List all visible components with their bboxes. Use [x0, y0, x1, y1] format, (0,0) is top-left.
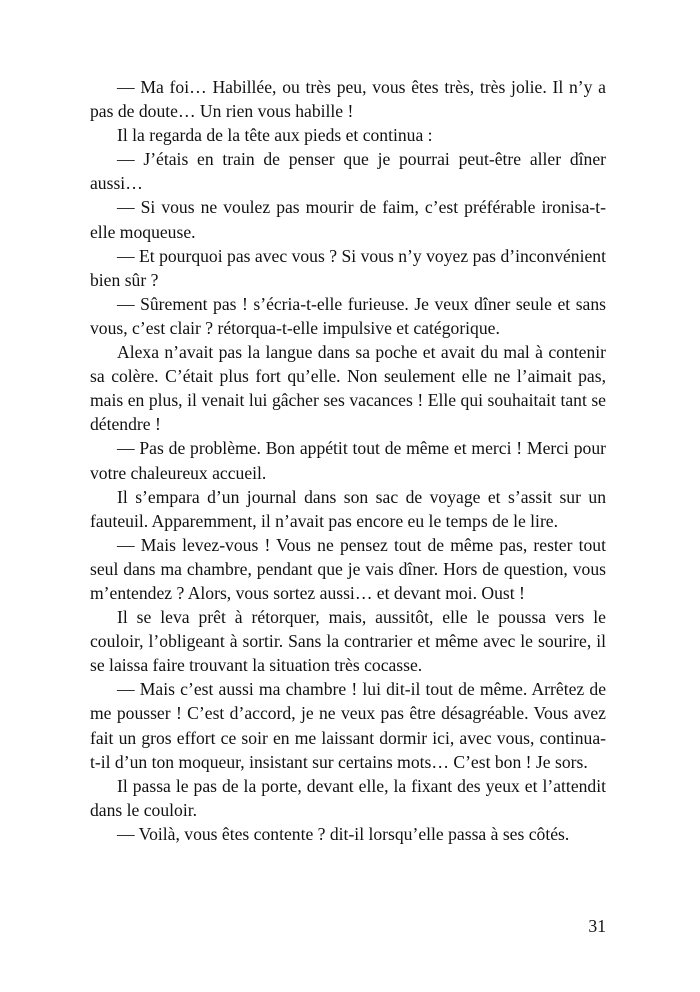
paragraph: — Ma foi… Habillée, ou très peu, vous êtes très, très jolie. Il n’y a pas de doute… Un rien vous habille !	[90, 77, 606, 122]
paragraph: — Sûrement pas ! s’écria-t-elle furieuse. Je veux dîner seule et sans vous, c’est clair ? rétorqua-t-elle impulsive et catégorique.	[90, 293, 606, 338]
paragraph: — Si vous ne voulez pas mourir de faim, c’est préférable ironisa-t-elle moqueuse.	[90, 197, 606, 242]
paragraph: — Et pourquoi pas avec vous ? Si vous n’y voyez pas d’inconvénient bien sûr ?	[90, 245, 606, 290]
paragraph: Il s’empara d’un journal dans son sac de voyage et s’assit sur un fauteuil. Apparemment, il n’avait pas encore eu le temps de le lire.	[90, 486, 606, 531]
paragraph: — J’étais en train de penser que je pourrai peut-être aller dîner aussi…	[90, 149, 606, 194]
paragraph: — Mais c’est aussi ma chambre ! lui dit-il tout de même. Arrêtez de me pousser ! C’est d’accord, je ne veux pas être désagréable. Vous avez fait un gros effort ce soir en me laissant dormir ici, avec vous, continua-t-il d’un ton moqueur, insistant sur certains mots… C’est bon ! Je sors.	[90, 679, 606, 772]
body-text	[90, 75, 606, 846]
paragraph: Alexa n’avait pas la langue dans sa poche et avait du mal à contenir sa colère. C’était plus fort qu’elle. Non seulement elle ne l’aimait pas, mais en plus, il venait lui gâcher ses vacances ! Elle qui souhaitait tant se détendre !	[90, 342, 606, 435]
paragraph: Il se leva prêt à rétorquer, mais, aussitôt, elle le poussa vers le couloir, l’obligeant à sortir. Sans la contrarier et même avec le sourire, il se laissa faire trouvant la situation très cocasse.	[90, 607, 606, 676]
paragraph: — Mais levez-vous ! Vous ne pensez tout de même pas, rester tout seul dans ma chambre, pendant que je vais dîner. Hors de question, vous m’entendez ? Alors, vous sortez aussi… et devant moi. Oust !	[90, 534, 606, 603]
paragraph: — Pas de problème. Bon appétit tout de même et merci ! Merci pour votre chaleureux accueil.	[90, 438, 606, 483]
paragraph: Il la regarda de la tête aux pieds et continua :	[117, 125, 433, 146]
paragraph: — Voilà, vous êtes contente ? dit-il lorsqu’elle passa à ses côtés.	[117, 823, 570, 844]
paragraph: Il passa le pas de la porte, devant elle, la fixant des yeux et l’attendit dans le couloir.	[90, 775, 606, 820]
page-number: 31	[588, 916, 606, 936]
